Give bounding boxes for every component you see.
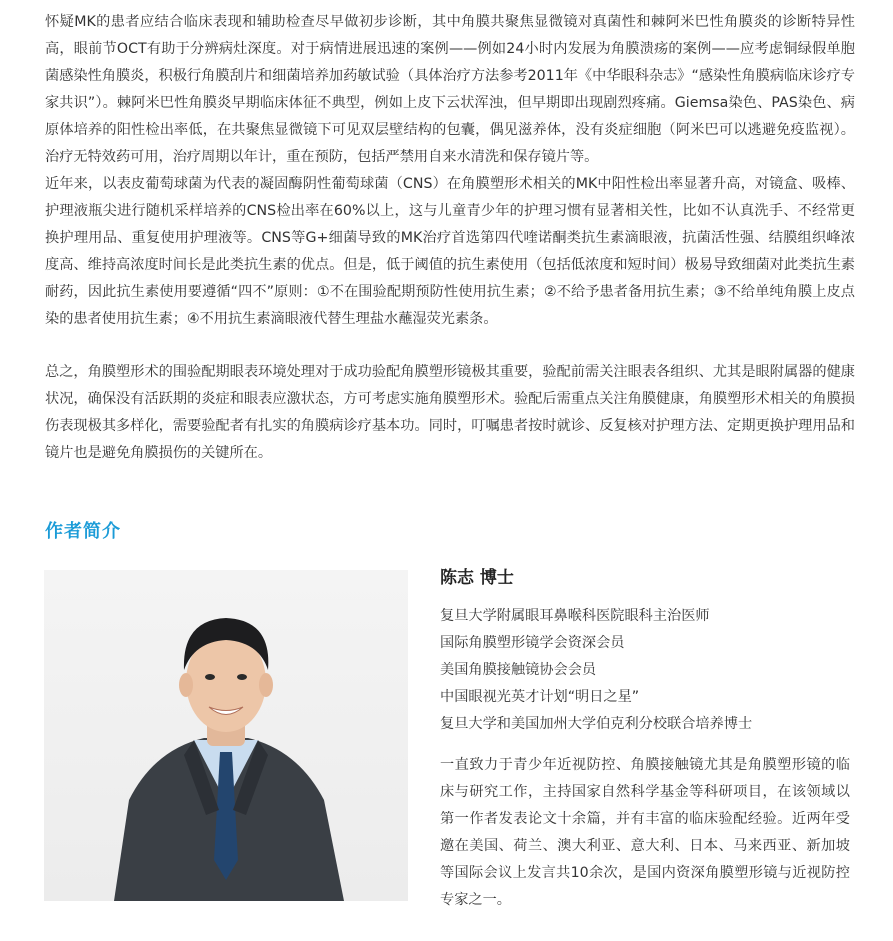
author-credential: 复旦大学和美国加州大学伯克利分校联合培养博士: [440, 716, 753, 732]
article-body: [45, 9, 855, 467]
author-credential: 中国眼视光英才计划“明日之星”: [440, 689, 640, 705]
author-credential: 美国角膜接触镜协会会员: [440, 662, 597, 678]
author-bio: [440, 565, 850, 914]
article-paragraph: 近年来，以表皮葡萄球菌为代表的凝固酶阴性葡萄球菌（CNS）在角膜塑形术相关的MK中阳性检出率显著升高，对镜盒、吸棒、护理液瓶尖进行随机采样培养的CNS检出率在60%以上，这与儿童青少年的护理习惯有显著相关性，比如不认真洗手、不经常更换护理用品、重复使用护理液等。CNS等G+细菌导致的MK治疗首选第四代喹诺酮类抗生素滴眼液，抗菌活性强、结膜组织峰浓度高、维持高浓度时间长是此类抗生素的优点。但是，低于阈值的抗生素使用（包括低浓度和短时间）极易导致细菌对此类抗生素耐药，因此抗生素使用要遵循“四不”原则：①不在围验配期预防性使用抗生素；②不给予患者备用抗生素；③不给单纯角膜上皮点染的患者使用抗生素；④不用抗生素滴眼液代替生理盐水蘸湿荧光素条。: [45, 176, 855, 327]
author-section-title: 作者简介: [45, 521, 121, 542]
author-photo: [44, 570, 408, 901]
author-name: 陈志 博士: [440, 568, 514, 588]
article-paragraph: 怀疑MK的患者应结合临床表现和辅助检查尽早做初步诊断，其中角膜共聚焦显微镜对真菌性和棘阿米巴性角膜炎的诊断特异性高，眼前节OCT有助于分辨病灶深度。对于病情进展迅速的案例——例如24小时内发展为角膜溃疡的案例——应考虑铜绿假单胞菌感染性角膜炎，积极行角膜刮片和细菌培养加药敏试验（具体治疗方法参考2011年《中华眼科杂志》“感染性角膜病临床诊疗专家共识”）。棘阿米巴性角膜炎早期临床体征不典型，例如上皮下云状浑浊，但早期即出现剧烈疼痛。Giemsa染色、PAS染色、病原体培养的阳性检出率低，在共聚焦显微镜下可见双层壁结构的包囊，偶见滋养体，没有炎症细胞（阿米巴可以逃避免疫监视）。治疗无特效药可用，治疗周期以年计，重在预防，包括严禁用自来水清洗和保存镜片等。: [45, 14, 855, 165]
author-credential: 国际角膜塑形镜学会资深会员: [440, 635, 625, 651]
article-paragraph: 总之，角膜塑形术的围验配期眼表环境处理对于成功验配角膜塑形镜极其重要，验配前需关注眼表各组织、尤其是眼附属器的健康状况，确保没有活跃期的炎症和眼表应激状态，方可考虑实施角膜塑形术。验配后需重点关注角膜健康，角膜塑形术相关的角膜损伤表现极其多样化，需要验配者有扎实的角膜病诊疗基本功。同时，叮嘱患者按时就诊、反复核对护理方法、定期更换护理用品和镜片也是避免角膜损伤的关键所在。: [45, 364, 855, 461]
author-credential: 复旦大学附属眼耳鼻喉科医院眼科主治医师: [440, 608, 710, 624]
author-description: 一直致力于青少年近视防控、角膜接触镜尤其是角膜塑形镜的临床与研究工作，主持国家自然科学基金等科研项目，在该领域以第一作者发表论文十余篇，并有丰富的临床验配经验。近两年受邀在美国、荷兰、澳大利亚、意大利、日本、马来西亚、新加坡等国际会议上发言共10余次，是国内资深角膜塑形镜与近视防控专家之一。: [440, 757, 850, 908]
